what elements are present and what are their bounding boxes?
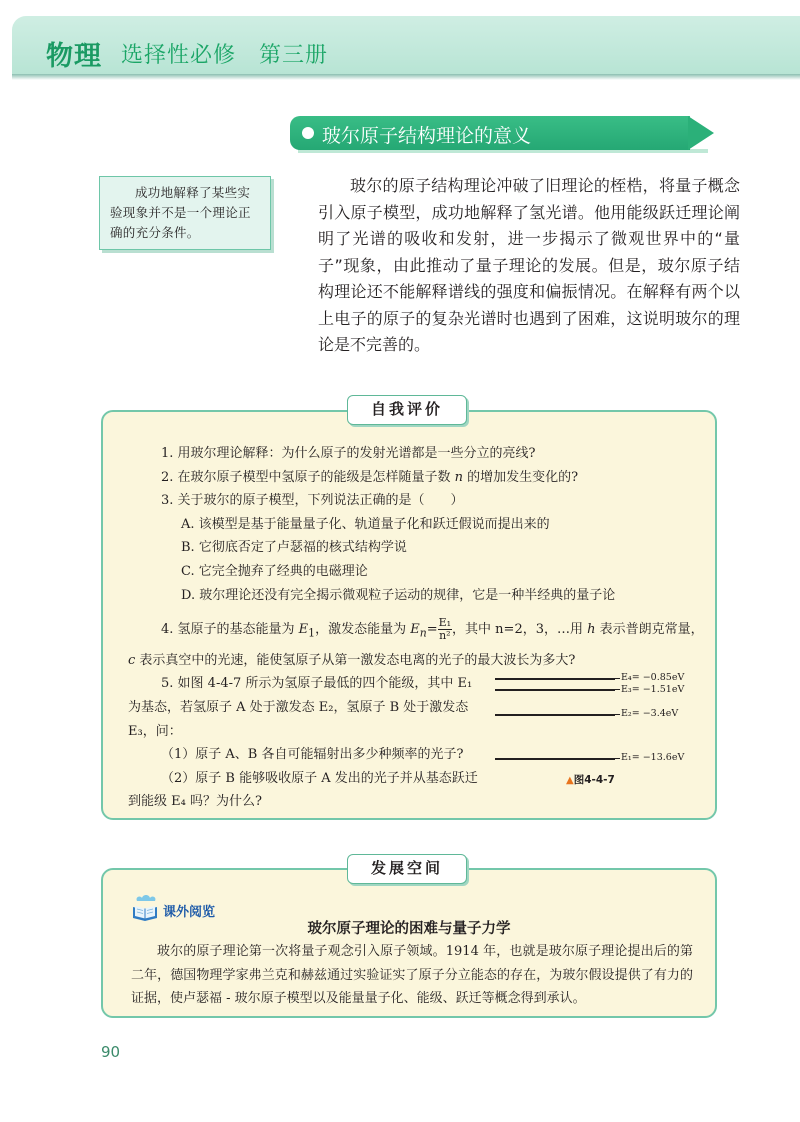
symbol-c: c — [128, 652, 136, 668]
level-tick-e4 — [614, 678, 620, 679]
subscript-n: n — [419, 626, 427, 640]
level-line-e3 — [495, 689, 615, 691]
level-tick-e3 — [614, 689, 620, 690]
question-2 — [128, 466, 698, 490]
question-4-text-e: 表示真空中的光速，能使氢原子从第一激发态电离的光子的最大波长为多大? — [135, 652, 576, 668]
question-5-sub-1: （1）原子 A、B 各自可能辐射出多少种频率的光子? — [161, 747, 464, 763]
margin-note — [99, 176, 271, 250]
level-tick-e1 — [614, 758, 620, 759]
level-line-e1 — [495, 758, 615, 760]
symbol-en: E — [410, 622, 420, 638]
level-label-e4: E₄= −0.85eV — [621, 672, 685, 683]
question-5-line-2: 为基态，若氢原子 A 处于激发态 E₂，氢原子 B 处于激发态 — [128, 699, 469, 715]
level-tick-e2 — [614, 714, 620, 715]
header-shadow — [12, 74, 800, 80]
question-4-text-d: 表示普朗克常量， — [595, 622, 704, 638]
reading-title: 玻尔原子理论的困难与量子力学 — [307, 921, 511, 937]
margin-note-text: 成功地解释了某些实验现象并不是一个理论正确的充分条件。 — [110, 185, 251, 240]
level-label-e1: E₁= −13.6eV — [621, 752, 685, 763]
figure-caption-text: 图4-4-7 — [573, 774, 615, 786]
option-b: B. 它彻底否定了卢瑟福的核式结构学说 — [181, 540, 407, 556]
level-label-e3: E₃= −1.51eV — [621, 684, 685, 695]
triangle-icon: ▲ — [566, 775, 574, 786]
question-5-line-1: 5. 如图 4-4-7 所示为氢原子最低的四个能级，其中 E₁ — [161, 676, 473, 692]
question-2-text-b: 的增加发生变化的? — [463, 469, 579, 485]
option-d: D. 玻尔理论还没有完全揭示微观粒子运动的规律，它是一种半经典的量子论 — [181, 587, 616, 603]
book-volume: 选择性必修 第三册 — [121, 43, 329, 68]
reading-body — [131, 940, 693, 1011]
fraction-denominator: n² — [439, 629, 451, 643]
option-c: C. 它完全抛弃了经典的电磁理论 — [181, 563, 368, 579]
figure-caption — [566, 772, 615, 787]
level-line-e4 — [495, 678, 615, 680]
question-5-line-3: E₃，问： — [128, 723, 182, 739]
self-evaluation-label: 自我评价 — [347, 395, 467, 425]
subscript-1: 1 — [308, 626, 316, 640]
level-line-e2 — [495, 714, 615, 716]
reading-label: 课外阅览 — [163, 905, 216, 920]
section-title: 玻尔原子结构理论的意义 — [322, 125, 532, 147]
equals-sign: = — [426, 622, 438, 638]
question-5-line-last: 到能级 E₄ 吗？为什么? — [128, 794, 262, 810]
level-label-e2: E₂= −3.4eV — [621, 708, 679, 719]
question-5-sub-2: （2）原子 B 能够吸收原子 A 发出的光子并从基态跃迁 — [161, 770, 478, 786]
main-paragraph: 玻尔的原子结构理论冲破了旧理论的桎梏，将量子概念引入原子模型，成功地解释了氢光谱。他用能级跃迁理论阐明了光谱的吸收和发射，进一步揭示了微观世界中的“量子”现象，由此推动了量子理论的发展。但是，玻尔原子结构理论还不能解释谱线的强度和偏振情况。在解释有两个以上电子的原子的复杂光谱时也遇到了困难，这说明玻尔的理论是不完善的。 — [318, 176, 740, 354]
development-label: 发展空间 — [347, 854, 467, 884]
question-4-text-a: 4. 氢原子的基态能量为 — [161, 622, 299, 638]
symbol-h: h — [587, 622, 596, 638]
question-4-text-b: ，激发态能量为 — [315, 622, 411, 638]
page-number: 90 — [101, 1043, 121, 1061]
fraction-numerator: E₁ — [438, 616, 452, 630]
question-4 — [128, 615, 704, 649]
option-a: A. 该模型是基于能量量子化、轨道量子化和跃迁假说而提出来的 — [181, 516, 550, 532]
question-2-text-a: 2. 在玻尔原子模型中氢原子的能级是怎样随量子数 — [161, 469, 455, 485]
section-bar-tip — [688, 116, 714, 150]
question-4-text-c: ，其中 n=2，3，…用 — [452, 622, 588, 638]
book-subject: 物理 — [46, 41, 102, 72]
main-text — [318, 173, 740, 359]
energy-fraction — [438, 617, 452, 642]
variable-n: n — [454, 469, 464, 485]
section-heading — [290, 116, 718, 152]
symbol-e1: E — [298, 622, 309, 638]
bullet-dot-icon — [302, 127, 314, 139]
energy-level-diagram — [495, 668, 695, 788]
question-3: 3. 关于玻尔的原子模型，下列说法正确的是（ ） — [161, 493, 464, 509]
reading-paragraph: 玻尔的原子理论第一次将量子观念引入原子领域。1914 年，也就是玻尔原子理论提出后的第二年，德国物理学家弗兰克和赫兹通过实验证实了原子分立能态的存在，为玻尔假设提供了有力的证据，使卢瑟福 - 玻尔原子模型以及能量量子化、能级、跃迁等概念得到承认。 — [131, 944, 693, 1006]
question-1: 1. 用玻尔理论解释：为什么原子的发射光谱都是一些分立的亮线? — [161, 446, 536, 461]
